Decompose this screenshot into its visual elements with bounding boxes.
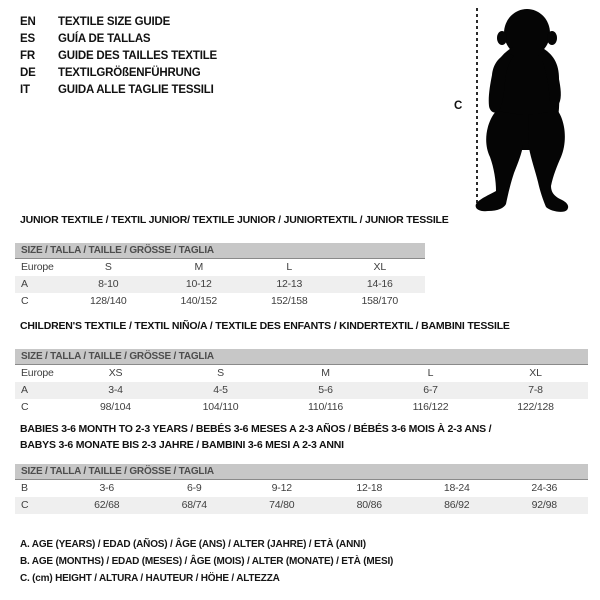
value-cell: 6-9 [186, 482, 202, 494]
size-cell: S [104, 261, 112, 273]
value-cell: 3-4 [108, 384, 123, 396]
size-cell: XL [373, 261, 386, 273]
size-cell: XS [108, 367, 123, 379]
footnote-age-months: B. AGE (MONTHS) / EDAD (MESES) / ÂGE (MOIS) / ALTER (MONATE) / ETÀ (MESI) [20, 556, 394, 567]
value-cell: 122/128 [517, 401, 554, 413]
value-cell: 10-12 [185, 278, 212, 290]
value-cell: 24-36 [531, 482, 558, 494]
baby-figure [450, 0, 600, 215]
size-header-bar: SIZE / TALLA / TAILLE / GRÖSSE / TAGLIA [15, 349, 588, 365]
value-cell: 12-13 [276, 278, 303, 290]
table-row [15, 382, 588, 399]
value-cell: 104/110 [202, 401, 239, 413]
language-row [20, 31, 217, 48]
value-cell: 86/92 [444, 499, 470, 511]
section-title-babies-line1: BABIES 3-6 MONTH TO 2-3 YEARS / BEBÉS 3-6 MESES A 2-3 AÑOS / BÉBÉS 3-6 MOIS À 2-3 ANS / [20, 423, 492, 435]
language-code: EN [20, 16, 36, 28]
row-label: Europe [21, 367, 54, 379]
language-row [20, 65, 217, 82]
table-row [15, 365, 588, 382]
value-cell: 80/86 [356, 499, 382, 511]
footnote-height: C. (cm) HEIGHT / ALTURA / HAUTEUR / HÖHE / ALTEZZA [20, 573, 280, 584]
section-title-junior: JUNIOR TEXTILE / TEXTIL JUNIOR/ TEXTILE JUNIOR / JUNIORTEXTIL / JUNIOR TESSILE [20, 214, 449, 226]
row-label: Europe [21, 261, 54, 273]
size-header-bar: SIZE / TALLA / TAILLE / GRÖSSE / TAGLIA [15, 243, 425, 259]
value-cell: 92/98 [531, 499, 557, 511]
row-label: B [21, 482, 28, 494]
size-header-bar: SIZE / TALLA / TAILLE / GRÖSSE / TAGLIA [15, 464, 588, 480]
size-cell: S [217, 367, 224, 379]
value-cell: 128/140 [89, 295, 127, 307]
value-cell: 158/170 [361, 295, 399, 307]
language-code: IT [20, 84, 30, 96]
section-title-babies-line2: BABYS 3-6 MONATE BIS 2-3 JAHRE / BAMBINI 3-6 MESI A 2-3 ANNI [20, 439, 344, 451]
table-row [15, 276, 425, 293]
language-code: FR [20, 50, 35, 62]
value-cell: 9-12 [271, 482, 292, 494]
language-code: ES [20, 33, 35, 45]
guide-title: GUÍA DE TALLAS [58, 33, 151, 45]
size-cell: XL [529, 367, 542, 379]
value-cell: 140/152 [180, 295, 218, 307]
language-row [20, 14, 217, 31]
table-row [15, 259, 425, 276]
table-row [15, 480, 588, 497]
row-label: C [21, 499, 29, 511]
value-cell: 7-8 [528, 384, 543, 396]
table-row [15, 399, 588, 416]
language-title-list [20, 14, 217, 99]
value-cell: 4-5 [213, 384, 228, 396]
guide-title: GUIDE DES TAILLES TEXTILE [58, 50, 217, 62]
value-cell: 14-16 [366, 278, 393, 290]
table-row [15, 497, 588, 514]
size-cell: M [194, 261, 204, 273]
size-cell: M [321, 367, 330, 379]
language-code: DE [20, 67, 36, 79]
children-size-table [15, 349, 588, 416]
table-row [15, 293, 425, 310]
section-title-babies [20, 421, 491, 453]
size-cell: L [427, 367, 434, 379]
row-label: C [21, 295, 29, 307]
footnote-age-years: A. AGE (YEARS) / EDAD (AÑOS) / ÂGE (ANS) / ALTER (JAHRE) / ETÀ (ANNI) [20, 539, 366, 550]
row-label: C [21, 401, 29, 413]
height-measure-label: C [454, 100, 463, 112]
value-cell: 8-10 [98, 278, 119, 290]
language-row [20, 48, 217, 65]
size-cell: L [286, 261, 293, 273]
junior-size-table [15, 243, 425, 310]
section-title-children: CHILDREN'S TEXTILE / TEXTIL NIÑO/A / TEXTILE DES ENFANTS / KINDERTEXTIL / BAMBINI TESSILE [20, 320, 510, 332]
footnote-list [20, 536, 393, 587]
value-cell: 62/68 [94, 499, 120, 511]
value-cell: 110/116 [308, 401, 343, 413]
guide-title: TEXTILGRÖßENFÜHRUNG [58, 67, 201, 79]
baby-silhouette-icon [468, 5, 588, 215]
guide-title: TEXTILE SIZE GUIDE [58, 16, 171, 28]
guide-title: GUIDA ALLE TAGLIE TESSILI [58, 84, 214, 96]
value-cell: 152/158 [270, 295, 308, 307]
language-row [20, 82, 217, 99]
value-cell: 12-18 [356, 482, 383, 494]
value-cell: 116/122 [412, 401, 449, 413]
value-cell: 18-24 [443, 482, 470, 494]
value-cell: 6-7 [423, 384, 438, 396]
value-cell: 98/104 [100, 401, 131, 413]
value-cell: 68/74 [181, 499, 207, 511]
value-cell: 3-6 [99, 482, 115, 494]
row-label: A [21, 384, 28, 396]
row-label: A [21, 278, 28, 290]
value-cell: 74/80 [269, 499, 295, 511]
babies-size-table [15, 464, 588, 514]
value-cell: 5-6 [318, 384, 333, 396]
